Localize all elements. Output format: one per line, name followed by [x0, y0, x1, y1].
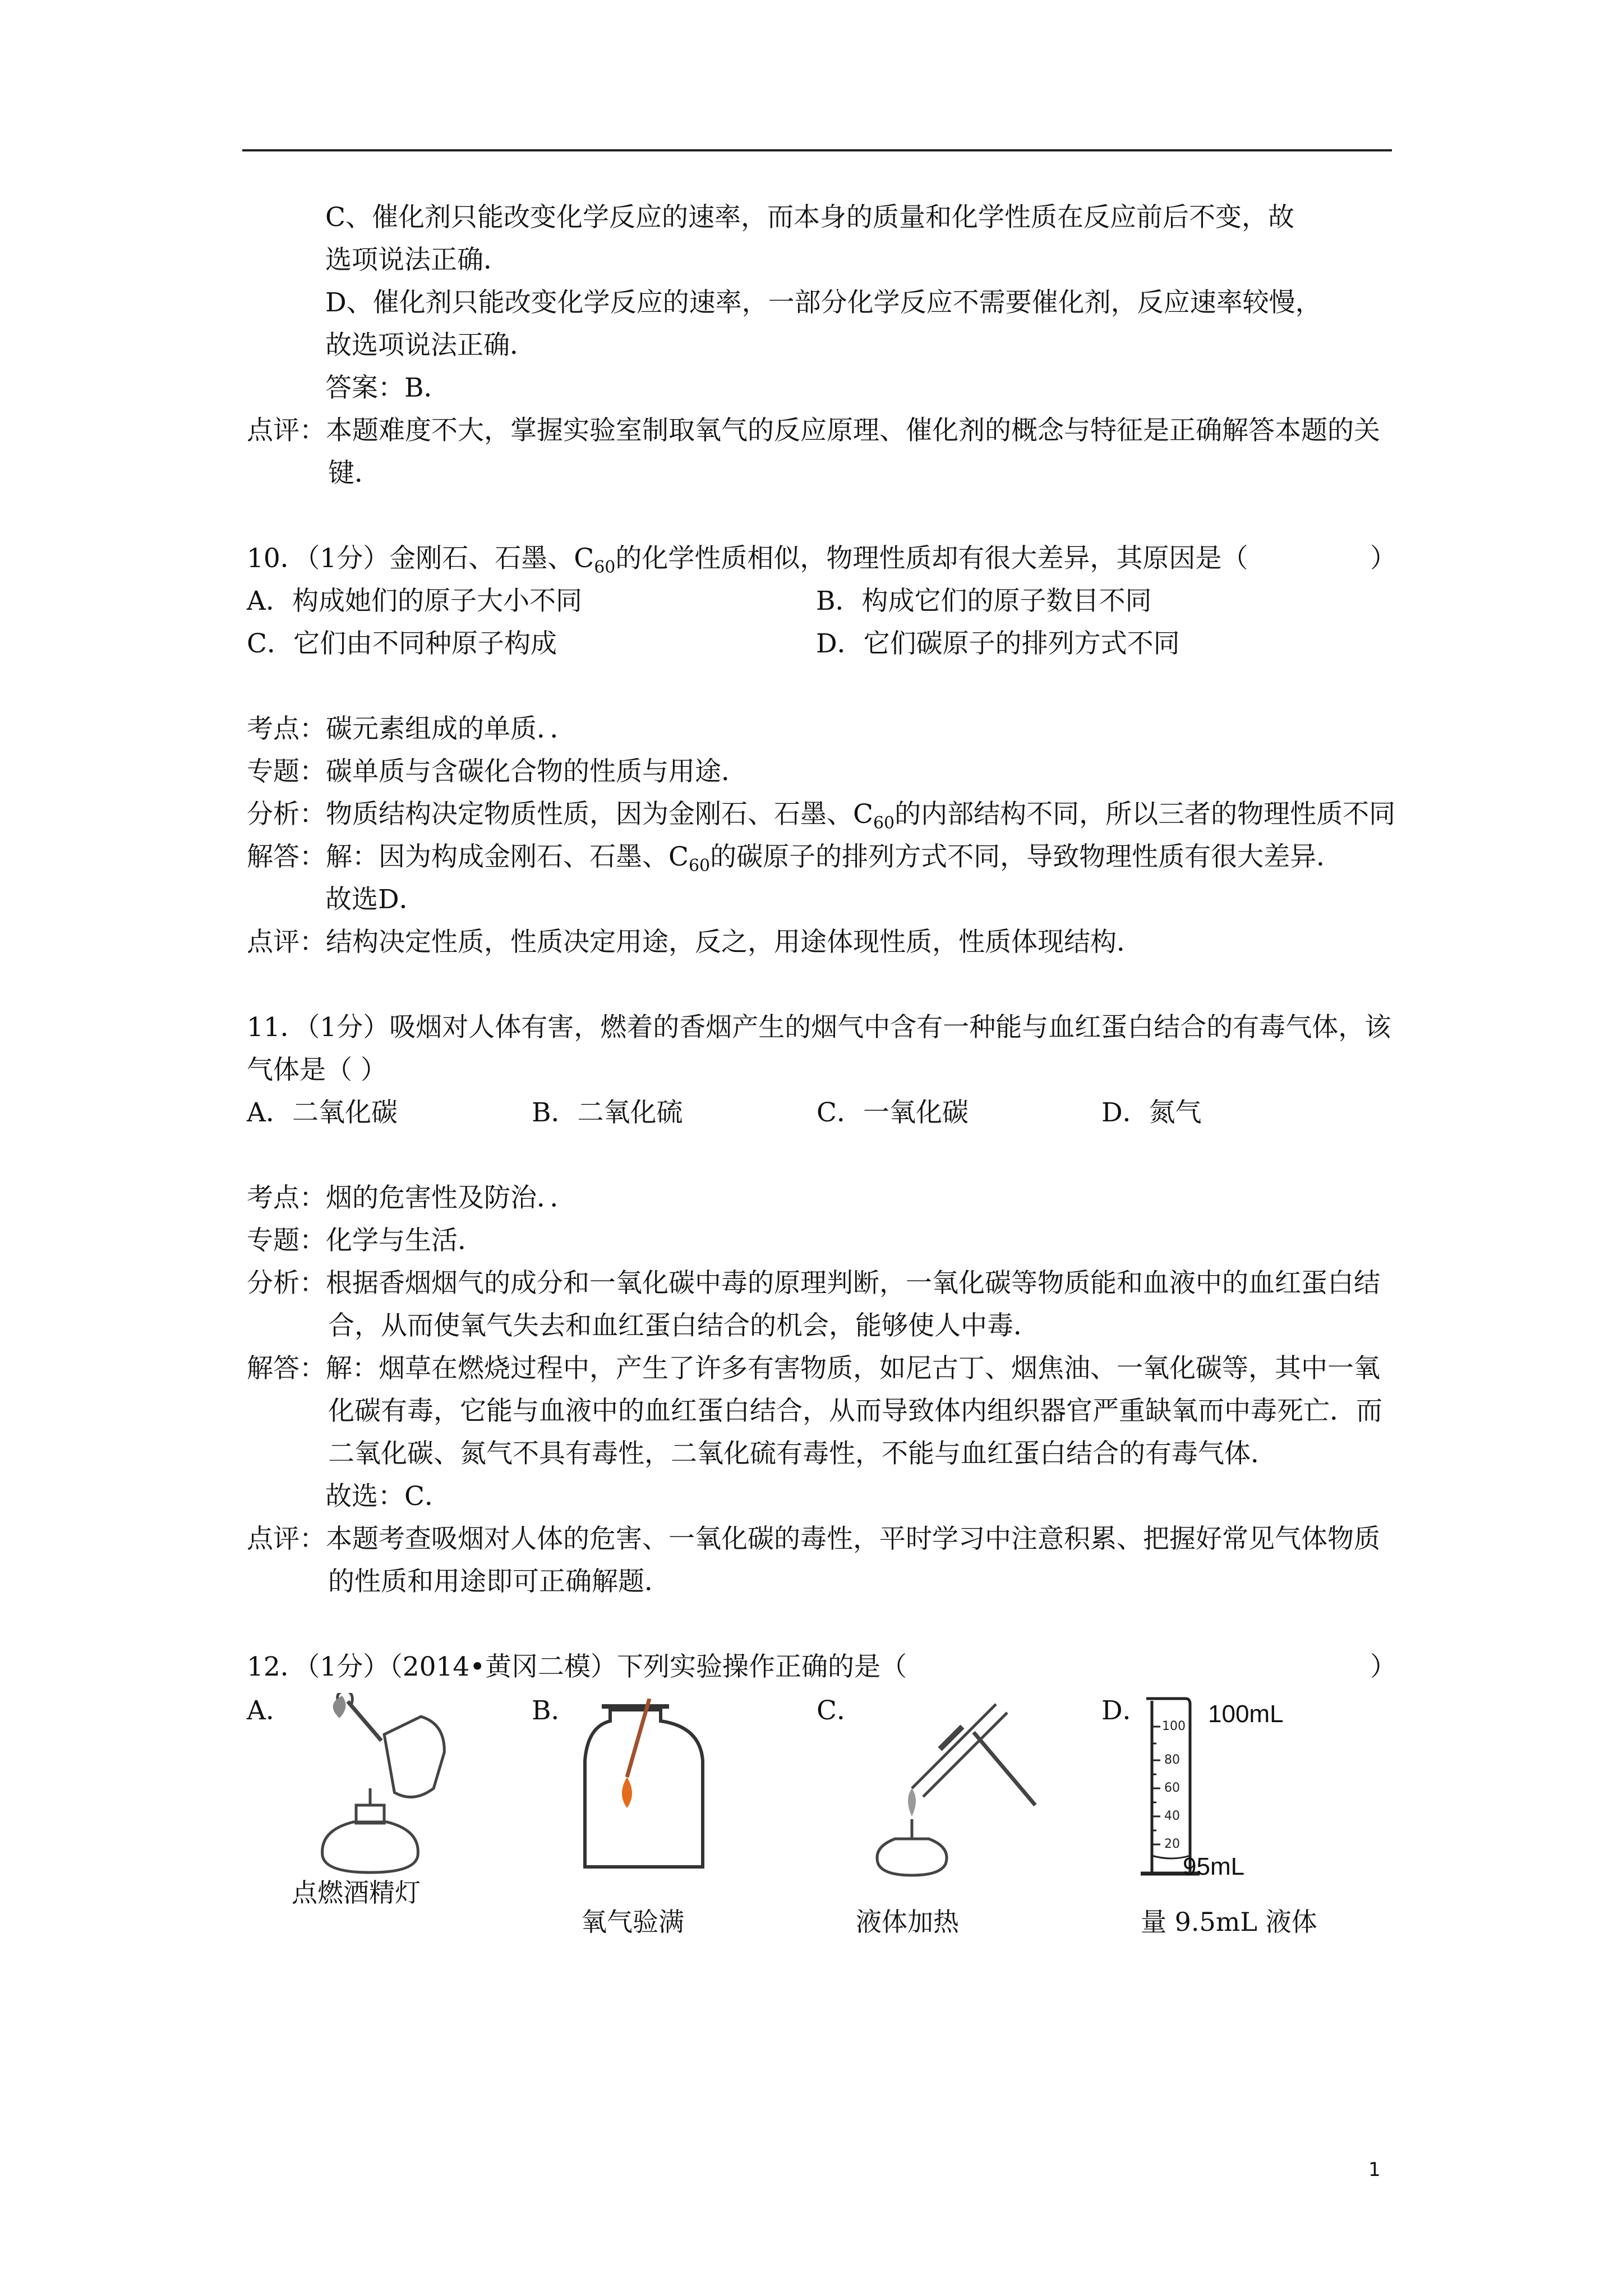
question-11-stem: 11．（1分）吸烟对人体有害，燃着的香烟产生的烟气中含有一种能与血红蛋白结合的有毒气体，该气体是（ ）: [247, 1012, 1391, 1085]
figure-caption: 液体加热: [856, 1907, 959, 1937]
option-c: C．一氧化碳: [817, 1097, 969, 1128]
jieda: 解答：解：因为构成金刚石、石墨、$C_{60}$的碳原子的排列方式不同，导致物理性质有很大差异．: [247, 841, 1343, 876]
kaodian: 考点：碳元素组成的单质．．: [247, 714, 577, 744]
zhuanti: 专题：化学与生活．: [247, 1225, 484, 1256]
option-d: D．氮气: [1101, 1097, 1202, 1128]
page-number: 1: [1368, 2159, 1381, 2181]
option-a: A．二氧化碳: [247, 1097, 398, 1128]
question-12-figures: [247, 1693, 1396, 1940]
figure-b: [532, 1693, 817, 1940]
header-rule: [242, 149, 1392, 151]
tick-label: 100: [1162, 1719, 1186, 1733]
option-a: A．构成她们的原子大小不同: [247, 586, 582, 616]
comment-paragraph: 点评：本题难度不大，掌握实验室制取氧气的反应原理、催化剂的概念与特征是正确解答本题的关键．: [247, 415, 1380, 489]
figure-a: [247, 1693, 532, 1940]
option-c-explanation: C、催化剂只能改变化学反应的速率，而本身的质量和化学性质在反应前后不变，故 选项说法正确．: [325, 202, 1294, 275]
tick-label: 40: [1164, 1809, 1180, 1823]
figure-letter: C．: [817, 1695, 863, 1726]
oxygen-test-illustration: [571, 1699, 717, 1884]
guxuan: 故选：C．: [325, 1481, 451, 1512]
fenxi: 分析：物质结构决定物质性质，因为金刚石、石墨、$C_{60}$的内部结构不同，所以三者的物理性质不同: [247, 799, 1396, 833]
option-c: C．它们由不同种原子构成: [247, 628, 557, 659]
option-b: B．二氧化硫: [532, 1097, 683, 1128]
figure-letter: A．: [247, 1695, 292, 1726]
figure-c: [817, 1693, 1101, 1940]
option-b: B．构成它们的原子数目不同: [816, 586, 1152, 616]
figure-caption: 点燃酒精灯: [292, 1878, 421, 1908]
question-10-stem: 10．（1分）金刚石、石墨、$C_{60}$的化学性质相似，物理性质却有很大差异，其原因是（ ）: [247, 543, 1396, 577]
figure-caption: 氧气验满: [581, 1907, 684, 1937]
kaodian: 考点：烟的危害性及防治．．: [247, 1182, 577, 1213]
jieda: 解答：解：烟草在燃烧过程中，产生了许多有害物质，如尼古丁、烟焦油、一氧化碳等，其中一氧化碳有毒，它能与血液中的血红蛋白结合，从而导致体内组织器官严重缺氧而中毒死亡．而二氧化碳、氮气不具有毒性，二氧化硫有毒性，不能与血红蛋白结合的有毒气体．: [247, 1353, 1382, 1469]
figure-letter: B．: [532, 1695, 578, 1726]
option-d-explanation: D、催化剂只能改变化学反应的速率，一部分化学反应不需要催化剂，反应速率较慢， 故选项说法正确．: [325, 287, 1322, 361]
tick-label: 60: [1164, 1781, 1180, 1795]
figure-d: [1101, 1693, 1386, 1940]
figure-letter: D．: [1101, 1695, 1149, 1726]
question-12-stem: 12．（1分）（2014•黄冈二模）下列实验操作正确的是（ ）: [247, 1651, 1396, 1682]
dianping: 点评：本题考查吸烟对人体的危害、一氧化碳的毒性，平时学习中注意积累、把握好常见气体物质的性质和用途即可正确解题．: [247, 1524, 1380, 1597]
zhuanti: 专题：碳单质与含碳化合物的性质与用途．: [247, 756, 748, 787]
fenxi: 分析：根据香烟烟气的成分和一氧化碳中毒的原理判断，一氧化碳等物质能和血液中的血红蛋白结合，从而使氧气失去和血红蛋白结合的机会，能够使人中毒．: [247, 1268, 1380, 1341]
dianping: 点评：结构决定性质，性质决定用途，反之，用途体现性质，性质体现结构．: [247, 927, 1143, 958]
liquid-heating-illustration: [856, 1699, 1041, 1878]
document-body: [247, 196, 1396, 1940]
tick-label: 80: [1164, 1753, 1180, 1767]
guxuan: 故选D．: [325, 884, 426, 915]
tick-label: 20: [1164, 1837, 1180, 1851]
answer-line: 答案：B．: [325, 372, 450, 403]
option-d: D．它们碳原子的排列方式不同: [816, 628, 1180, 659]
question-10-options: [247, 580, 1396, 665]
figure-caption: 量 9.5mL 液体: [1141, 1907, 1317, 1937]
question-11-options: [247, 1092, 1396, 1134]
cylinder-reading-label: 95mL: [1183, 1853, 1245, 1880]
lamp-lighting-illustration: [286, 1693, 454, 1878]
cylinder-capacity-label: 100mL: [1208, 1700, 1284, 1728]
